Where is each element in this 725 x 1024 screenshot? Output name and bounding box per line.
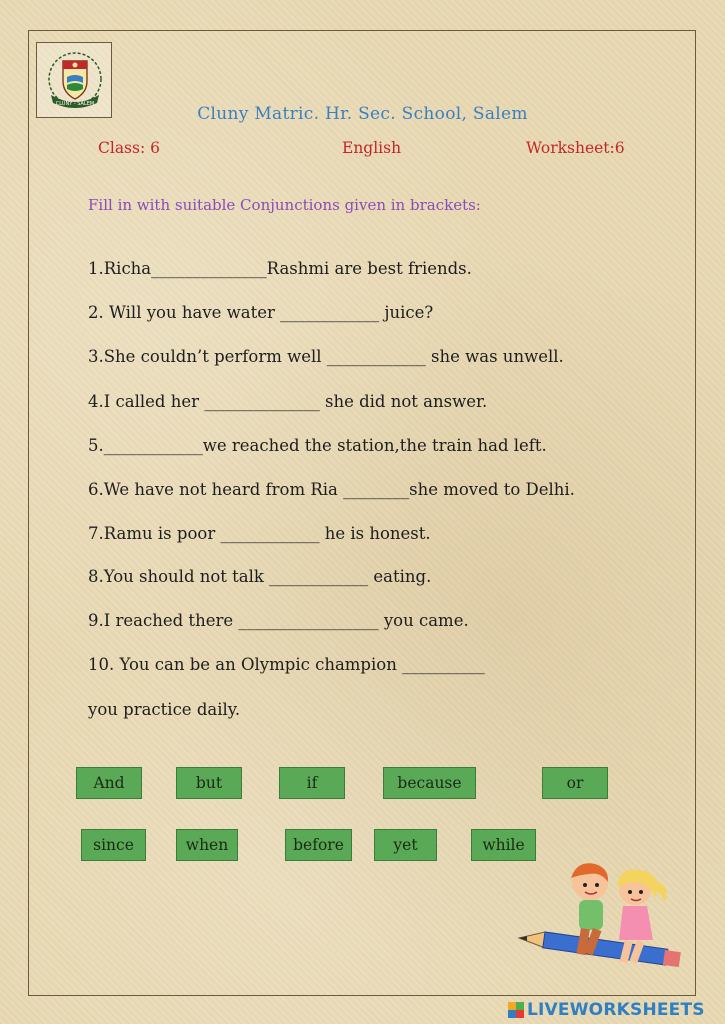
svg-text:CLUNY - SALEM: CLUNY - SALEM [55,101,95,107]
watermark-text: LIVEWORKSHEETS [527,1000,705,1020]
question-2: 2. Will you have water ____________ juice? [88,303,434,322]
liveworksheets-watermark [508,1000,705,1020]
question-7: 7.Ramu is poor ____________ he is honest. [88,524,431,543]
question-3: 3.She couldn’t perform well ____________ she was unwell. [88,347,564,366]
instruction-text: Fill in with suitable Conjunctions given in brackets: [88,196,481,214]
word-chip-because[interactable]: because [383,767,476,799]
word-chip-and[interactable]: And [76,767,142,799]
word-chip-before[interactable]: before [285,829,352,861]
class-label: Class: 6 [98,139,160,157]
worksheet-label: Worksheet:6 [526,139,625,157]
word-chip-while[interactable]: while [471,829,536,861]
question-4: 4.I called her ______________ she did not answer. [88,392,488,411]
question-9: 9.I reached there _________________ you came. [88,611,469,630]
question-6: 6.We have not heard from Ria ________she moved to Delhi. [88,480,575,499]
question-10: 10. You can be an Olympic champion __________ [88,655,485,674]
kids-illustration [515,858,695,992]
liveworksheets-logo-icon [508,1002,524,1018]
word-chip-if[interactable]: if [279,767,345,799]
question-5: 5.____________we reached the station,the train had left. [88,436,547,455]
kids-riding-pencil-icon [515,858,695,988]
word-chip-when[interactable]: when [176,829,238,861]
word-chip-but[interactable]: but [176,767,242,799]
question-8: 8.You should not talk ____________ eating. [88,567,432,586]
question-1: 1.Richa______________Rashmi are best friends. [88,259,472,278]
question-10-continued: you practice daily. [88,700,241,719]
word-chip-since[interactable]: since [81,829,146,861]
word-chip-or[interactable]: or [542,767,608,799]
school-name: Cluny Matric. Hr. Sec. School, Salem [197,104,528,124]
word-chip-yet[interactable]: yet [374,829,437,861]
subject-label: English [342,139,402,157]
